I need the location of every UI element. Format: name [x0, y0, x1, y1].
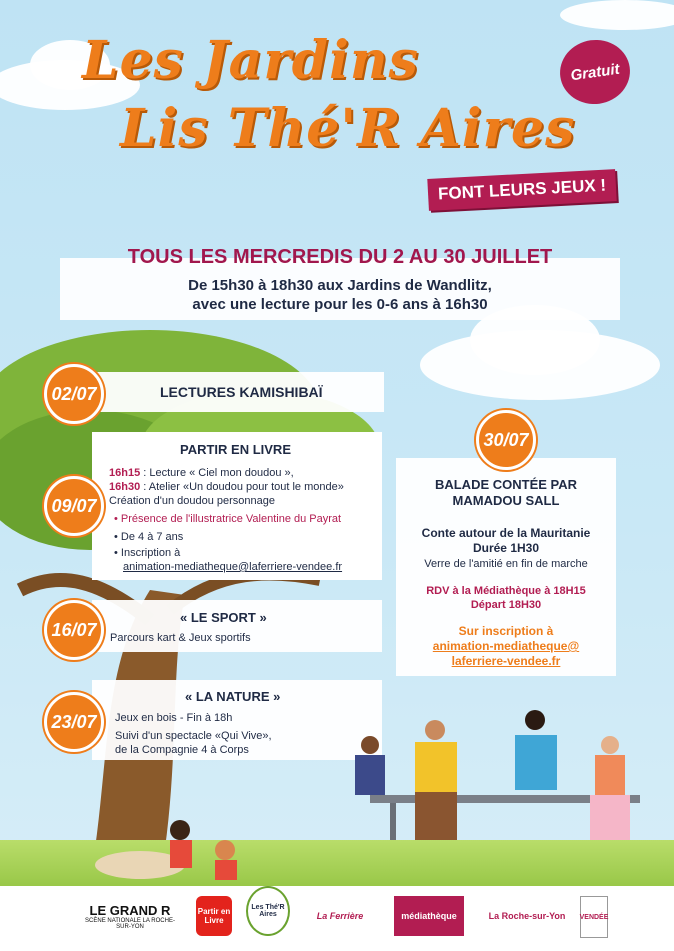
event-0907-bullet1: • Présence de l'illustratrice Valentine du Payrat — [114, 513, 342, 525]
event-0907-line3: Création d'un doudou personnage — [109, 495, 276, 507]
logo-le-grand-r: LE GRAND R SCÈNE NATIONALE LA ROCHE-SUR-YON — [85, 902, 175, 930]
event-title-0907: PARTIR EN LIVRE — [180, 442, 291, 457]
children-reading-illustration — [80, 810, 260, 890]
event-3007-email-link-1[interactable]: animation-mediatheque@ — [432, 639, 580, 653]
event-0907-line2: 16h30 : Atelier «Un doudou pour tout le monde» — [109, 481, 344, 493]
event-3007-title1: BALADE CONTÉE PAR — [434, 477, 578, 492]
event-3007-title2: MAMADOU SALL — [452, 493, 560, 508]
poster-title-line2: Lis Thé'R Aires — [120, 98, 576, 159]
date-badge-1607: 16/07 — [44, 600, 104, 660]
event-0907-line1: 16h15 : Lecture « Ciel mon doudou », — [109, 467, 294, 479]
event-title-2307: « LA NATURE » — [185, 689, 281, 704]
date-badge-0207: 02/07 — [44, 364, 104, 424]
event-3007-line2: Durée 1H30 — [472, 541, 540, 555]
header-title: TOUS LES MERCREDIS DU 2 AU 30 JUILLET — [127, 246, 553, 268]
event-1607-text: Parcours kart & Jeux sportifs — [110, 632, 251, 644]
logo-partir-en-livre: Partir en Livre — [196, 896, 232, 936]
logo-la-roche-sur-yon: La Roche-sur-Yon — [488, 911, 566, 921]
header-line2: avec une lecture pour les 0-6 ans à 16h30 — [192, 296, 488, 313]
logo-mediatheque: médiathèque — [394, 896, 464, 936]
event-3007-ins1: Sur inscription à — [458, 624, 554, 638]
event-title-0207: LECTURES KAMISHIBAÏ — [160, 384, 323, 400]
event-3007-line1: Conte autour de la Mauritanie — [421, 526, 591, 540]
event-3007-email-link-2[interactable]: laferriere-vendee.fr — [451, 654, 561, 668]
tagline-banner: FONT LEURS JEUX ! — [427, 169, 617, 211]
logo-la-ferriere: La Ferrière — [316, 911, 364, 921]
event-2307-line1: Jeux en bois - Fin à 18h — [115, 712, 233, 724]
event-2307-line2: Suivi d'un spectacle «Qui Vive», — [115, 730, 272, 742]
cloud-top-right — [560, 0, 674, 30]
event-title-1607: « LE SPORT » — [180, 610, 267, 625]
event-3007-line3: Verre de l'amitié en fin de marche — [424, 558, 588, 570]
event-3007-rdv2: Départ 18H30 — [470, 599, 542, 611]
logo-vendee: VENDÉE — [580, 896, 608, 938]
event-0907-email-link[interactable]: animation-mediatheque@laferriere-vendee.fr — [123, 561, 343, 573]
date-badge-0907: 09/07 — [44, 476, 104, 536]
header-line1: De 15h30 à 18h30 aux Jardins de Wandlitz, — [188, 277, 492, 294]
date-badge-3007: 30/07 — [476, 410, 536, 470]
date-badge-2307: 23/07 — [44, 692, 104, 752]
poster-title-line1: Les Jardins — [82, 30, 419, 91]
event-3007-rdv1: RDV à la Médiathèque à 18H15 — [426, 585, 586, 597]
logo-lis-ther-aires: Les Thé'R Aires — [246, 886, 290, 936]
free-badge: Gratuit — [556, 35, 634, 108]
event-2307-line3: de la Compagnie 4 à Corps — [115, 744, 249, 756]
event-0907-bullet3: • Inscription à — [114, 547, 181, 559]
event-0907-bullet2: • De 4 à 7 ans — [114, 531, 184, 543]
